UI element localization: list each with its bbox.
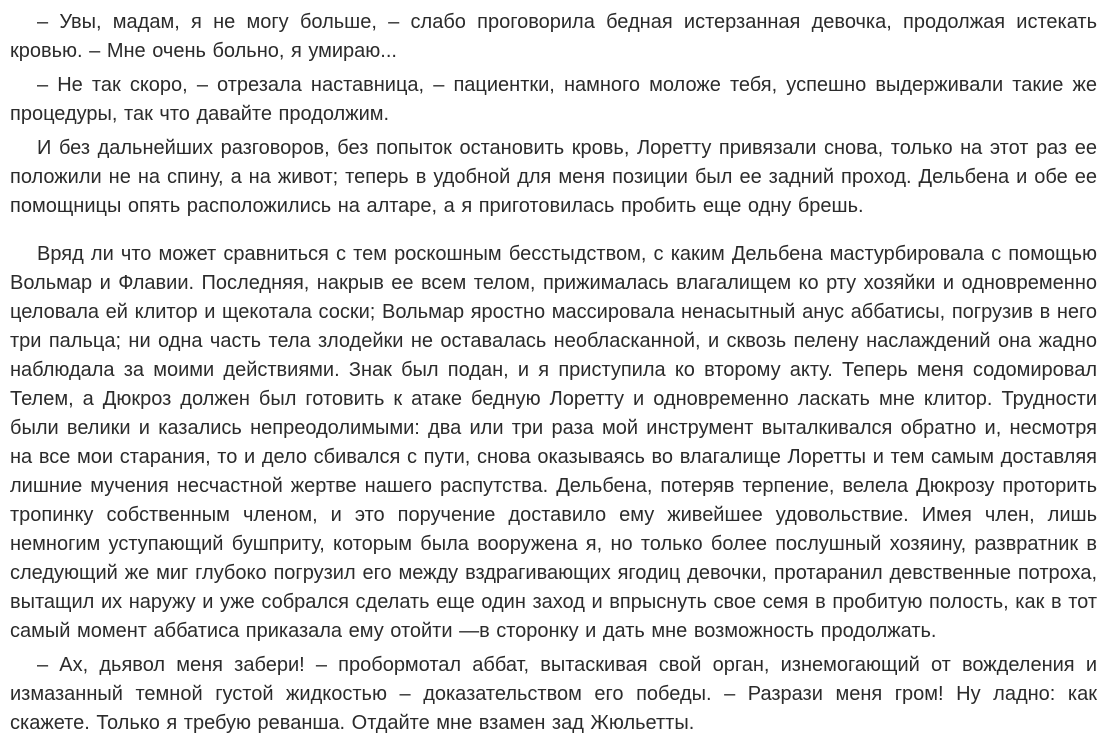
- paragraph-dialogue-loretta: – Увы, мадам, я не могу больше, – слабо проговорила бедная истерзанная девочка, продолжая истекать кровью. – Мне очень больно, я умираю...: [10, 11, 1097, 62]
- paragraph-dialogue-abbot: – Ах, дьявол меня забери! – пробормотал аббат, вытаскивая свой орган, изнемогающий от вожделения и измазанный темной густой жидкостью – доказательством его победы. – Разрази меня гром! Ну ладно: как скажете. Только я требую реванша. Отдайте мне взамен зад Жюльетты.: [10, 654, 1097, 734]
- paragraph-dialogue-mentor: – Не так скоро, – отрезала наставница, – пациентки, намного моложе тебя, успешно выдерживали такие же процедуры, так что давайте продолжим.: [10, 74, 1097, 125]
- paragraph-narrative-preparation: И без дальнейших разговоров, без попыток остановить кровь, Лоретту привязали снова, только на этот раз ее положили не на спину, а на живот; теперь в удобной для меня позиции был ее задний проход. Дельбена и обе ее помощницы опять расположились на алтаре, а я приготовилась пробить еще одну брешь.: [10, 137, 1097, 217]
- paragraph-narrative-main: Вряд ли что может сравниться с тем роскошным бесстыдством, с каким Дельбена мастурбировала с помощью Вольмар и Флавии. Последняя, накрыв ее всем телом, прижималась влагалищем ко рту хозяйки и одновременно целовала ей клитор и щекотала соски; Вольмар яростно массировала ненасытный анус аббатисы, погрузив в него три пальца; ни одна часть тела злодейки не оставалась необласканной, и сквозь пелену наслаждений она жадно наблюдала за моими действиями. Знак был подан, и я приступила ко второму акту. Теперь меня содомировал Телем, а Дюкроз должен был готовить к атаке бедную Лоретту и одновременно ласкать мне клитор. Трудности были велики и казались непреодолимыми: два или три раза мой инструмент выталкивался обратно и, несмотря на все мои старания, то и дело сбивался с пути, снова оказываясь во влагалище Лоретты и тем самым доставляя лишние мучения несчастной жертве нашего распутства. Дельбена, потеряв терпение, велела Дюкрозу проторить тропинку собственным членом, и это поручение доставило ему живейшее удовольствие. Имея член, лишь немногим уступающий бушприту, которым была вооружена я, но только более послушный хозяину, развратник в следующий же миг глубоко погрузил его между вздрагивающих ягодиц девочки, протаранил девственные потроха, вытащил их наружу и уже собрался сделать еще один заход и впрыснуть свое семя в пробитую полость, как в тот самый момент аббатиса приказала ему отойти —в сторонку и дать мне возможность продолжать.: [10, 243, 1097, 642]
